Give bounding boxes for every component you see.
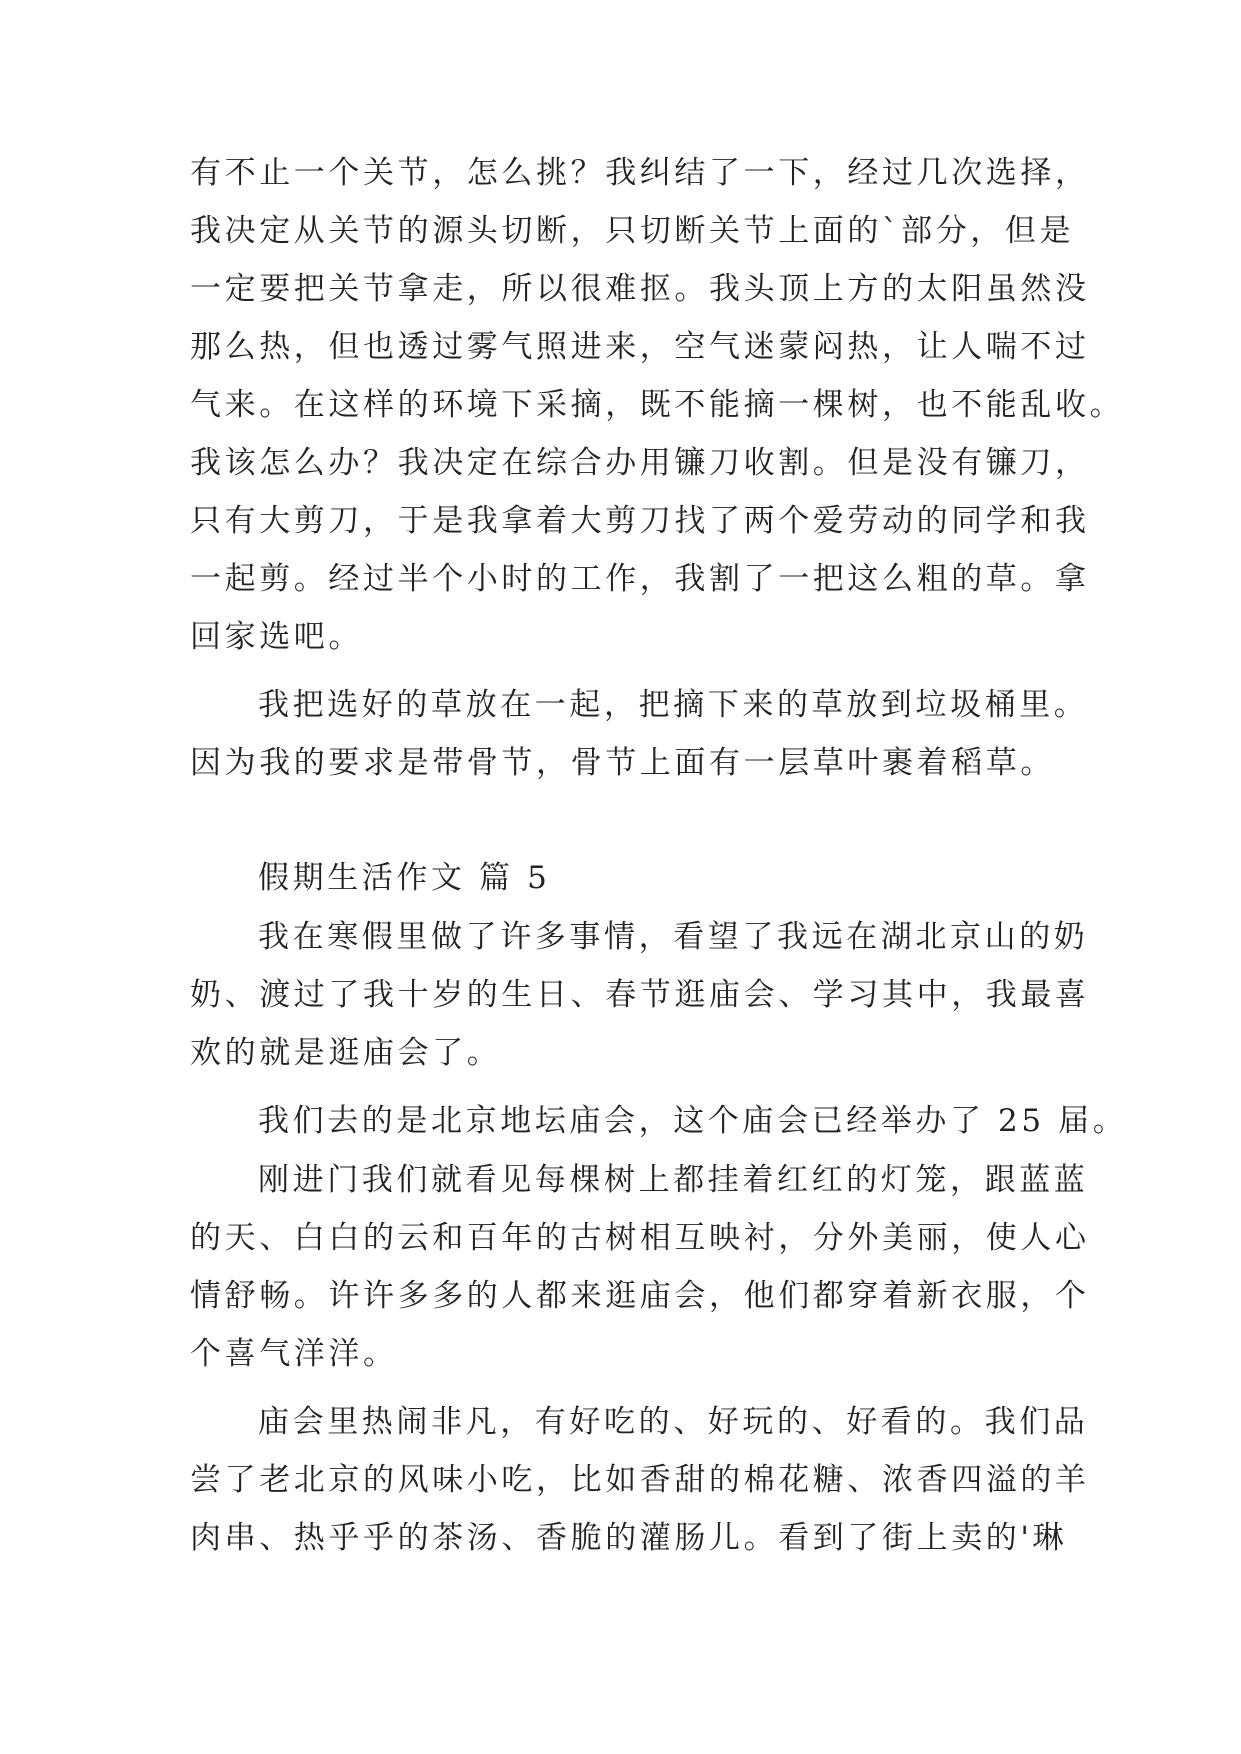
text-line: 因为我的要求是带骨节，骨节上面有一层草叶裹着稻草。 [190, 745, 1055, 781]
text-line: 的天、白白的云和百年的古树相互映衬，分外美丽，使人心 [190, 1220, 1090, 1256]
text-line: 尝了老北京的风味小吃，比如香甜的棉花糖、浓香四溢的羊 [190, 1462, 1090, 1498]
text-line: 奶、渡过了我十岁的生日、春节逛庙会、学习其中，我最喜 [190, 977, 1090, 1013]
text-line: 肉串、热乎乎的茶汤、香脆的灌肠儿。看到了街上卖的'琳 [190, 1520, 1068, 1556]
paragraph-first-line: 我们去的是北京地坛庙会，这个庙会已经举办了 25 届。 [258, 1103, 1128, 1139]
text-line: 个喜气洋洋。 [190, 1336, 398, 1372]
text-line: 只有大剪刀，于是我拿着大剪刀找了两个爱劳动的同学和我 [190, 503, 1090, 539]
text-line: 欢的就是逛庙会了。 [190, 1035, 502, 1071]
paragraph-first-line: 刚进门我们就看见每棵树上都挂着红红的灯笼，跟蓝蓝 [258, 1162, 1089, 1198]
section-heading: 假期生活作文 篇 5 [258, 860, 551, 896]
text-line: 那么热，但也透过雾气照进来，空气迷蒙闷热，让人喘不过 [190, 329, 1090, 365]
paragraph-first-line: 庙会里热闹非凡，有好吃的、好玩的、好看的。我们品 [258, 1404, 1089, 1440]
text-line: 我该怎么办？我决定在综合办用镰刀收割。但是没有镰刀， [190, 445, 1090, 481]
text-line: 一起剪。经过半个小时的工作，我割了一把这么粗的草。拿 [190, 561, 1090, 597]
text-line: 有不止一个关节，怎么挑？我纠结了一下，经过几次选择， [190, 155, 1090, 191]
text-line: 一定要把关节拿走，所以很难抠。我头顶上方的太阳虽然没 [190, 271, 1090, 307]
text-line: 气来。在这样的环境下采摘，既不能摘一棵树，也不能乱收。 [190, 387, 1125, 423]
text-line: 回家选吧。 [190, 619, 363, 655]
paragraph-first-line: 我在寒假里做了许多事情，看望了我远在湖北京山的奶 [258, 919, 1089, 955]
text-line: 我决定从关节的源头切断，只切断关节上面的`部分，但是 [190, 213, 1075, 249]
paragraph-first-line: 我把选好的草放在一起，把摘下来的草放到垃圾桶里。 [258, 687, 1089, 723]
text-line: 情舒畅。许许多多的人都来逛庙会，他们都穿着新衣服，个 [190, 1278, 1090, 1314]
